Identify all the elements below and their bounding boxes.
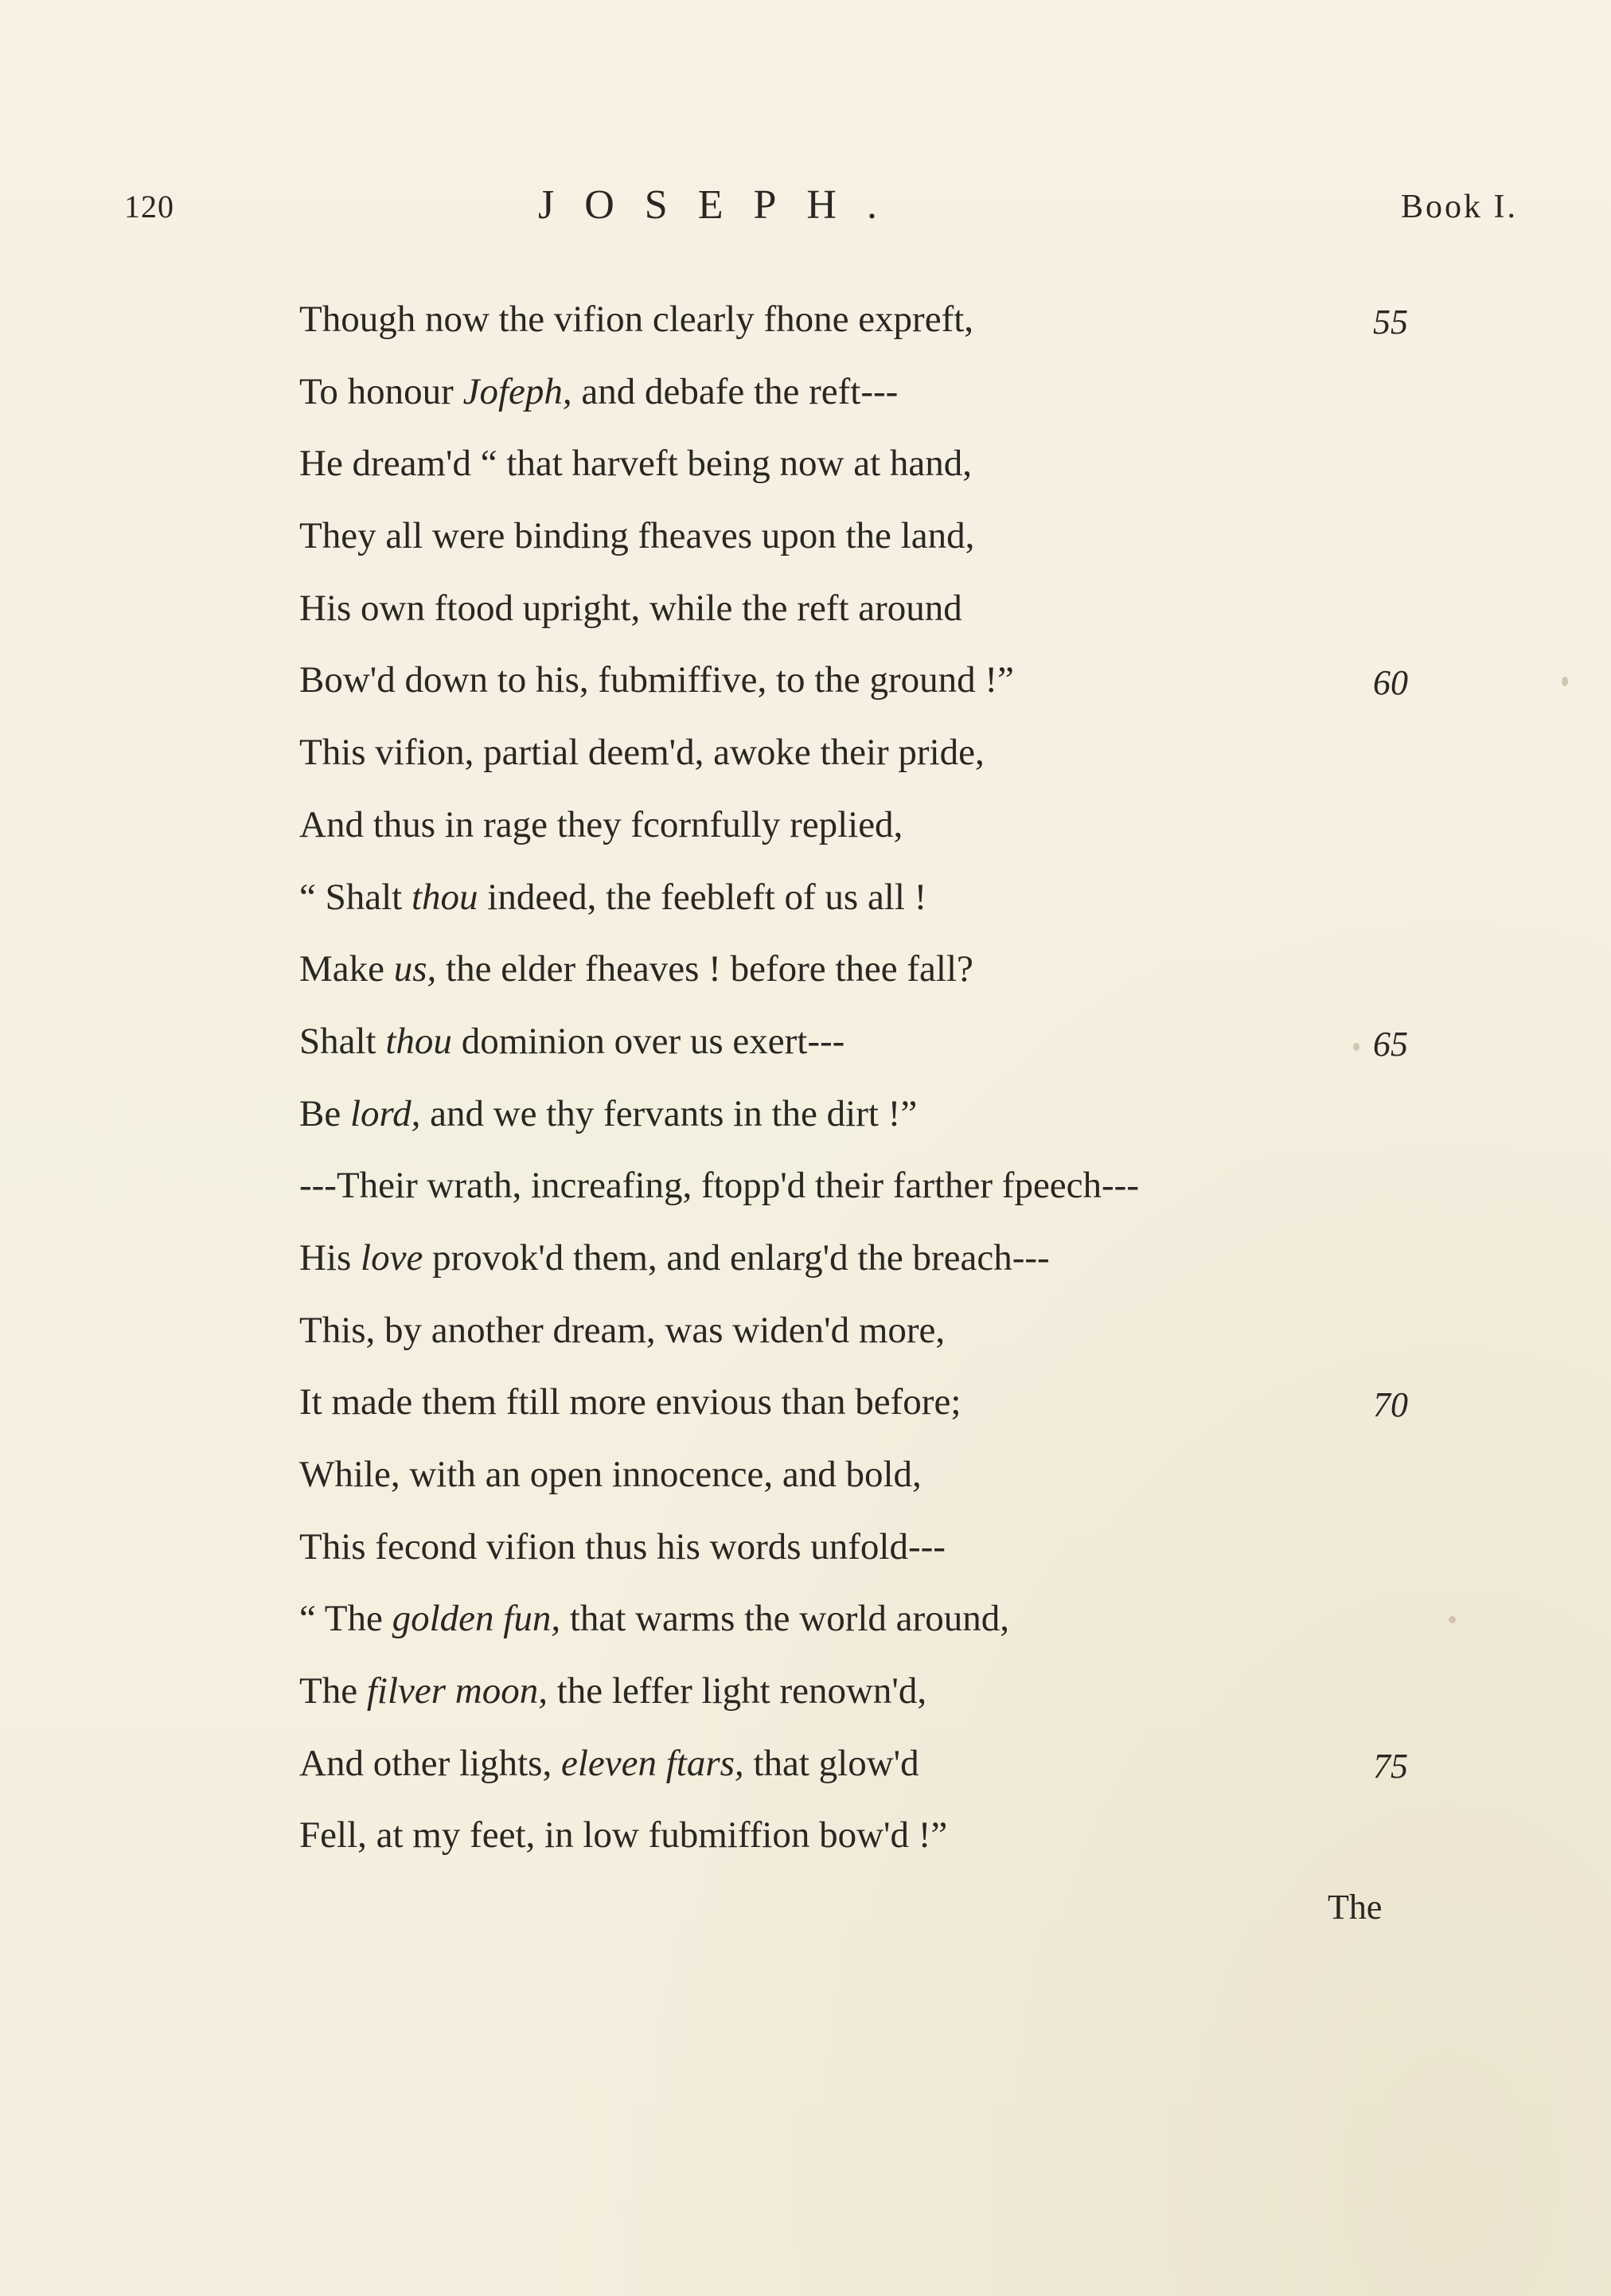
- verse-line-text: [299, 356, 898, 428]
- roman-phrase: and we thy fervants in the dirt !”: [420, 1092, 918, 1134]
- italic-phrase: lord,: [349, 1092, 421, 1134]
- roman-phrase: He dream'd “ that harveft being now at hand,: [299, 443, 973, 485]
- roman-phrase: Make: [299, 948, 394, 990]
- verse-line-text: [299, 1728, 919, 1800]
- verse-line: [299, 356, 1493, 428]
- roman-phrase: the elder fheaves ! before thee fall?: [436, 948, 973, 990]
- roman-phrase: “ Shalt: [299, 876, 412, 918]
- verse-line-text: [299, 1366, 961, 1439]
- verse-line: [299, 717, 1493, 789]
- roman-phrase: This vifion, partial deem'd, awoke their pride,: [299, 732, 985, 774]
- verse-line: [299, 1728, 1493, 1800]
- italic-phrase: us,: [393, 948, 437, 990]
- italic-phrase: Jofeph,: [462, 370, 572, 412]
- verse-line-text: [299, 789, 903, 861]
- paper-speck: [1449, 1616, 1456, 1623]
- italic-phrase: thou: [411, 876, 478, 918]
- verse-line: [299, 1078, 1493, 1150]
- roman-phrase: Though now the vifion clearly fhone expreft,: [299, 299, 974, 340]
- verse-line: [299, 933, 1493, 1005]
- verse-line-text: [299, 1655, 926, 1728]
- verse-line-text: [299, 1799, 947, 1872]
- roman-phrase: indeed, the feebleft of us all !: [478, 876, 927, 918]
- verse-line: [299, 1799, 1493, 1872]
- roman-phrase: While, with an open innocence, and bold,: [299, 1454, 922, 1495]
- verse-line: [299, 500, 1493, 572]
- roman-phrase: dominion over us exert---: [451, 1020, 845, 1062]
- verse-line-text: [299, 1294, 945, 1367]
- roman-phrase: Fell, at my feet, in low fubmiffion bow'd !”: [299, 1814, 948, 1857]
- verse-line: [299, 789, 1493, 861]
- verse-line: [299, 1439, 1493, 1511]
- verse-line-text: [299, 717, 985, 789]
- roman-phrase: Bow'd down to his, fubmiffive, to the ground !”: [299, 659, 1014, 701]
- verse-line-text: [299, 500, 974, 572]
- roman-phrase: And other lights,: [299, 1742, 561, 1784]
- verse-line: [299, 1366, 1493, 1439]
- roman-phrase: provok'd them, and enlarg'd the breach---: [423, 1236, 1050, 1279]
- verse-line-text: [299, 861, 926, 934]
- roman-phrase: that warms the world around,: [560, 1598, 1009, 1640]
- verse-line: [299, 572, 1493, 645]
- verse-line-text: [299, 1150, 1139, 1222]
- roman-phrase: “ The: [299, 1598, 392, 1640]
- verse-line-text: [299, 933, 973, 1005]
- verse-line-text: [299, 283, 973, 356]
- roman-phrase: This fecond vifion thus his words unfold---: [299, 1525, 946, 1568]
- book-label: Book I.: [1401, 189, 1518, 225]
- line-number: 55: [1373, 303, 1408, 342]
- verse-line-text: [299, 1511, 946, 1583]
- roman-phrase: And thus in rage they fcornfully replied,: [299, 803, 903, 845]
- poem-text: [299, 283, 1493, 1872]
- roman-phrase: the leffer light renown'd,: [547, 1670, 927, 1712]
- roman-phrase: Be: [299, 1092, 350, 1134]
- roman-phrase: The: [299, 1670, 367, 1712]
- verse-line-text: [299, 1439, 922, 1511]
- running-title: JOSEPH.: [538, 182, 907, 228]
- verse-line: [299, 1005, 1493, 1078]
- roman-phrase: ---Their wrath, increafing, ftopp'd their farther fpeech---: [299, 1165, 1139, 1207]
- page-number: 120: [124, 189, 174, 225]
- roman-phrase: that glow'd: [743, 1742, 919, 1784]
- roman-phrase: They all were binding fheaves upon the land,: [299, 515, 975, 557]
- verse-line: [299, 1511, 1493, 1583]
- verse-line: [299, 283, 1493, 356]
- line-number: 75: [1373, 1746, 1408, 1786]
- roman-phrase: His own ftood upright, while the reft around: [299, 587, 962, 629]
- verse-line-text: [299, 1078, 917, 1150]
- verse-line-text: [299, 1583, 1009, 1655]
- italic-phrase: love: [361, 1236, 423, 1279]
- verse-line-text: [299, 428, 972, 500]
- verse-line: [299, 1655, 1493, 1728]
- roman-phrase: His: [299, 1236, 361, 1279]
- roman-phrase: This, by another dream, was widen'd more,: [299, 1309, 946, 1351]
- verse-line: [299, 1294, 1493, 1367]
- verse-line-text: [299, 572, 962, 645]
- verse-line-text: [299, 644, 1014, 717]
- verse-line: [299, 1583, 1493, 1655]
- roman-phrase: It made them ftill more envious than before;: [299, 1381, 962, 1423]
- verse-line: [299, 428, 1493, 500]
- roman-phrase: To honour: [299, 370, 463, 412]
- italic-phrase: thou: [385, 1020, 452, 1062]
- italic-phrase: eleven ftars,: [560, 1742, 744, 1784]
- paper-speck: [1562, 677, 1568, 686]
- catchword: The: [1328, 1888, 1383, 1927]
- verse-line: [299, 644, 1493, 717]
- verse-line-text: [299, 1222, 1050, 1294]
- roman-phrase: and debafe the reft---: [571, 370, 899, 412]
- italic-phrase: filver moon,: [366, 1670, 548, 1712]
- paper-speck: [1353, 1043, 1359, 1051]
- verse-line: [299, 1222, 1493, 1294]
- running-header: [0, 182, 1611, 244]
- line-number: 70: [1373, 1385, 1408, 1425]
- line-number: 60: [1373, 663, 1408, 703]
- verse-line: [299, 1150, 1493, 1222]
- italic-phrase: golden fun,: [392, 1598, 561, 1640]
- verse-line: [299, 861, 1493, 934]
- verse-line-text: [299, 1005, 845, 1078]
- roman-phrase: Shalt: [299, 1020, 386, 1062]
- line-number: 65: [1373, 1024, 1408, 1064]
